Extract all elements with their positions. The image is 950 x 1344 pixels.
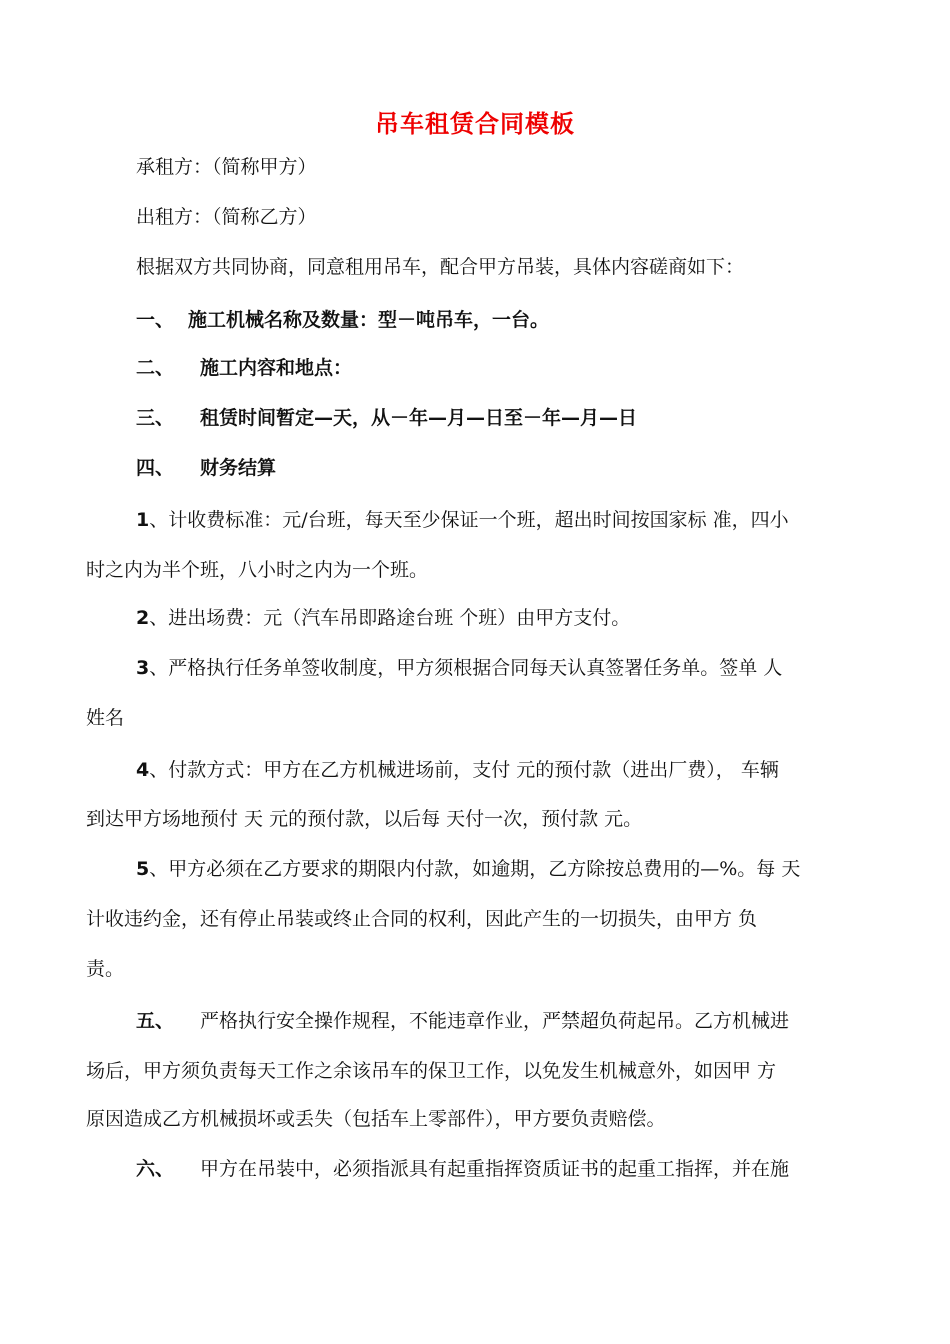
section-5-line-3: 原因造成乙方机械损坏或丢失（包括车上零部件），甲方要负责赔偿。 (86, 1108, 666, 1130)
item-number: 5 (136, 858, 150, 880)
item-5-line-2: 计收违约金，还有停止吊装或终止合同的权利，因此产生的一切损失，由甲方 负 (86, 908, 758, 930)
item-4-line-1 (136, 757, 779, 783)
document-title: 吊车租赁合同模板 (375, 110, 575, 138)
lessee-line: 承租方：（简称甲方） (136, 156, 317, 178)
lessor-line: 出租方：（简称乙方） (136, 206, 317, 228)
section-number: 六、 (136, 1158, 175, 1180)
section-text: 施工机械名称及数量：型－吨吊车，一台。 (188, 309, 550, 331)
section-number: 三、 (136, 407, 175, 429)
item-number: 1 (136, 509, 150, 531)
section-1 (136, 307, 549, 333)
item-3-line-2: 姓名 (86, 707, 125, 729)
item-5-line-1 (136, 856, 800, 882)
item-1-line-1 (136, 507, 789, 533)
section-number: 四、 (136, 457, 175, 479)
section-5-line-2: 场后，甲方须负责每天工作之余该吊车的保卫工作，以免发生机械意外，如因甲 方 (86, 1060, 777, 1082)
section-text: 财务结算 (200, 457, 277, 479)
section-3 (136, 405, 637, 431)
section-text: 严格执行安全操作规程，不能违章作业，严禁超负荷起吊。乙方机械进 (200, 1010, 790, 1032)
item-text: 、严格执行任务单签收制度，甲方须根据合同每天认真签署任务单。签单 人 (149, 657, 783, 679)
item-number: 2 (136, 607, 150, 629)
item-text: 、付款方式：甲方在乙方机械进场前，支付 元的预付款（进出厂费）， 车辆 (149, 759, 779, 781)
section-number: 五、 (136, 1010, 175, 1032)
section-2 (136, 355, 352, 381)
section-number: 二、 (136, 357, 175, 379)
item-number: 4 (136, 759, 150, 781)
section-text: 租赁时间暂定—天，从－年—月—日至－年—月—日 (200, 407, 638, 429)
item-text: 、进出场费：元（汽车吊即路途台班 个班）由甲方支付。 (149, 607, 631, 629)
section-text: 施工内容和地点： (200, 357, 353, 379)
item-4-line-2: 到达甲方场地预付 天 元的预付款，以后每 天付一次，预付款 元。 (86, 808, 643, 830)
section-number: 一、 (136, 309, 175, 331)
item-5-line-3: 责。 (86, 958, 125, 980)
item-text: 、计收费标准：元/台班，每天至少保证一个班，超出时间按国家标 准，四小 (149, 509, 789, 531)
section-text: 甲方在吊装中，必须指派具有起重指挥资质证书的起重工指挥，并在施 (200, 1158, 790, 1180)
section-5-line-1 (136, 1008, 789, 1034)
section-4 (136, 455, 276, 481)
item-text: 、甲方必须在乙方要求的期限内付款，如逾期，乙方除按总费用的—%。每 天 (149, 858, 801, 880)
item-3-line-1 (136, 655, 782, 681)
intro-paragraph: 根据双方共同协商，同意租用吊车，配合甲方吊装，具体内容磋商如下： (136, 256, 745, 278)
item-2-line-1 (136, 605, 630, 631)
section-6-line-1 (136, 1156, 789, 1182)
item-number: 3 (136, 657, 150, 679)
item-1-line-2: 时之内为半个班，八小时之内为一个班。 (86, 559, 429, 581)
